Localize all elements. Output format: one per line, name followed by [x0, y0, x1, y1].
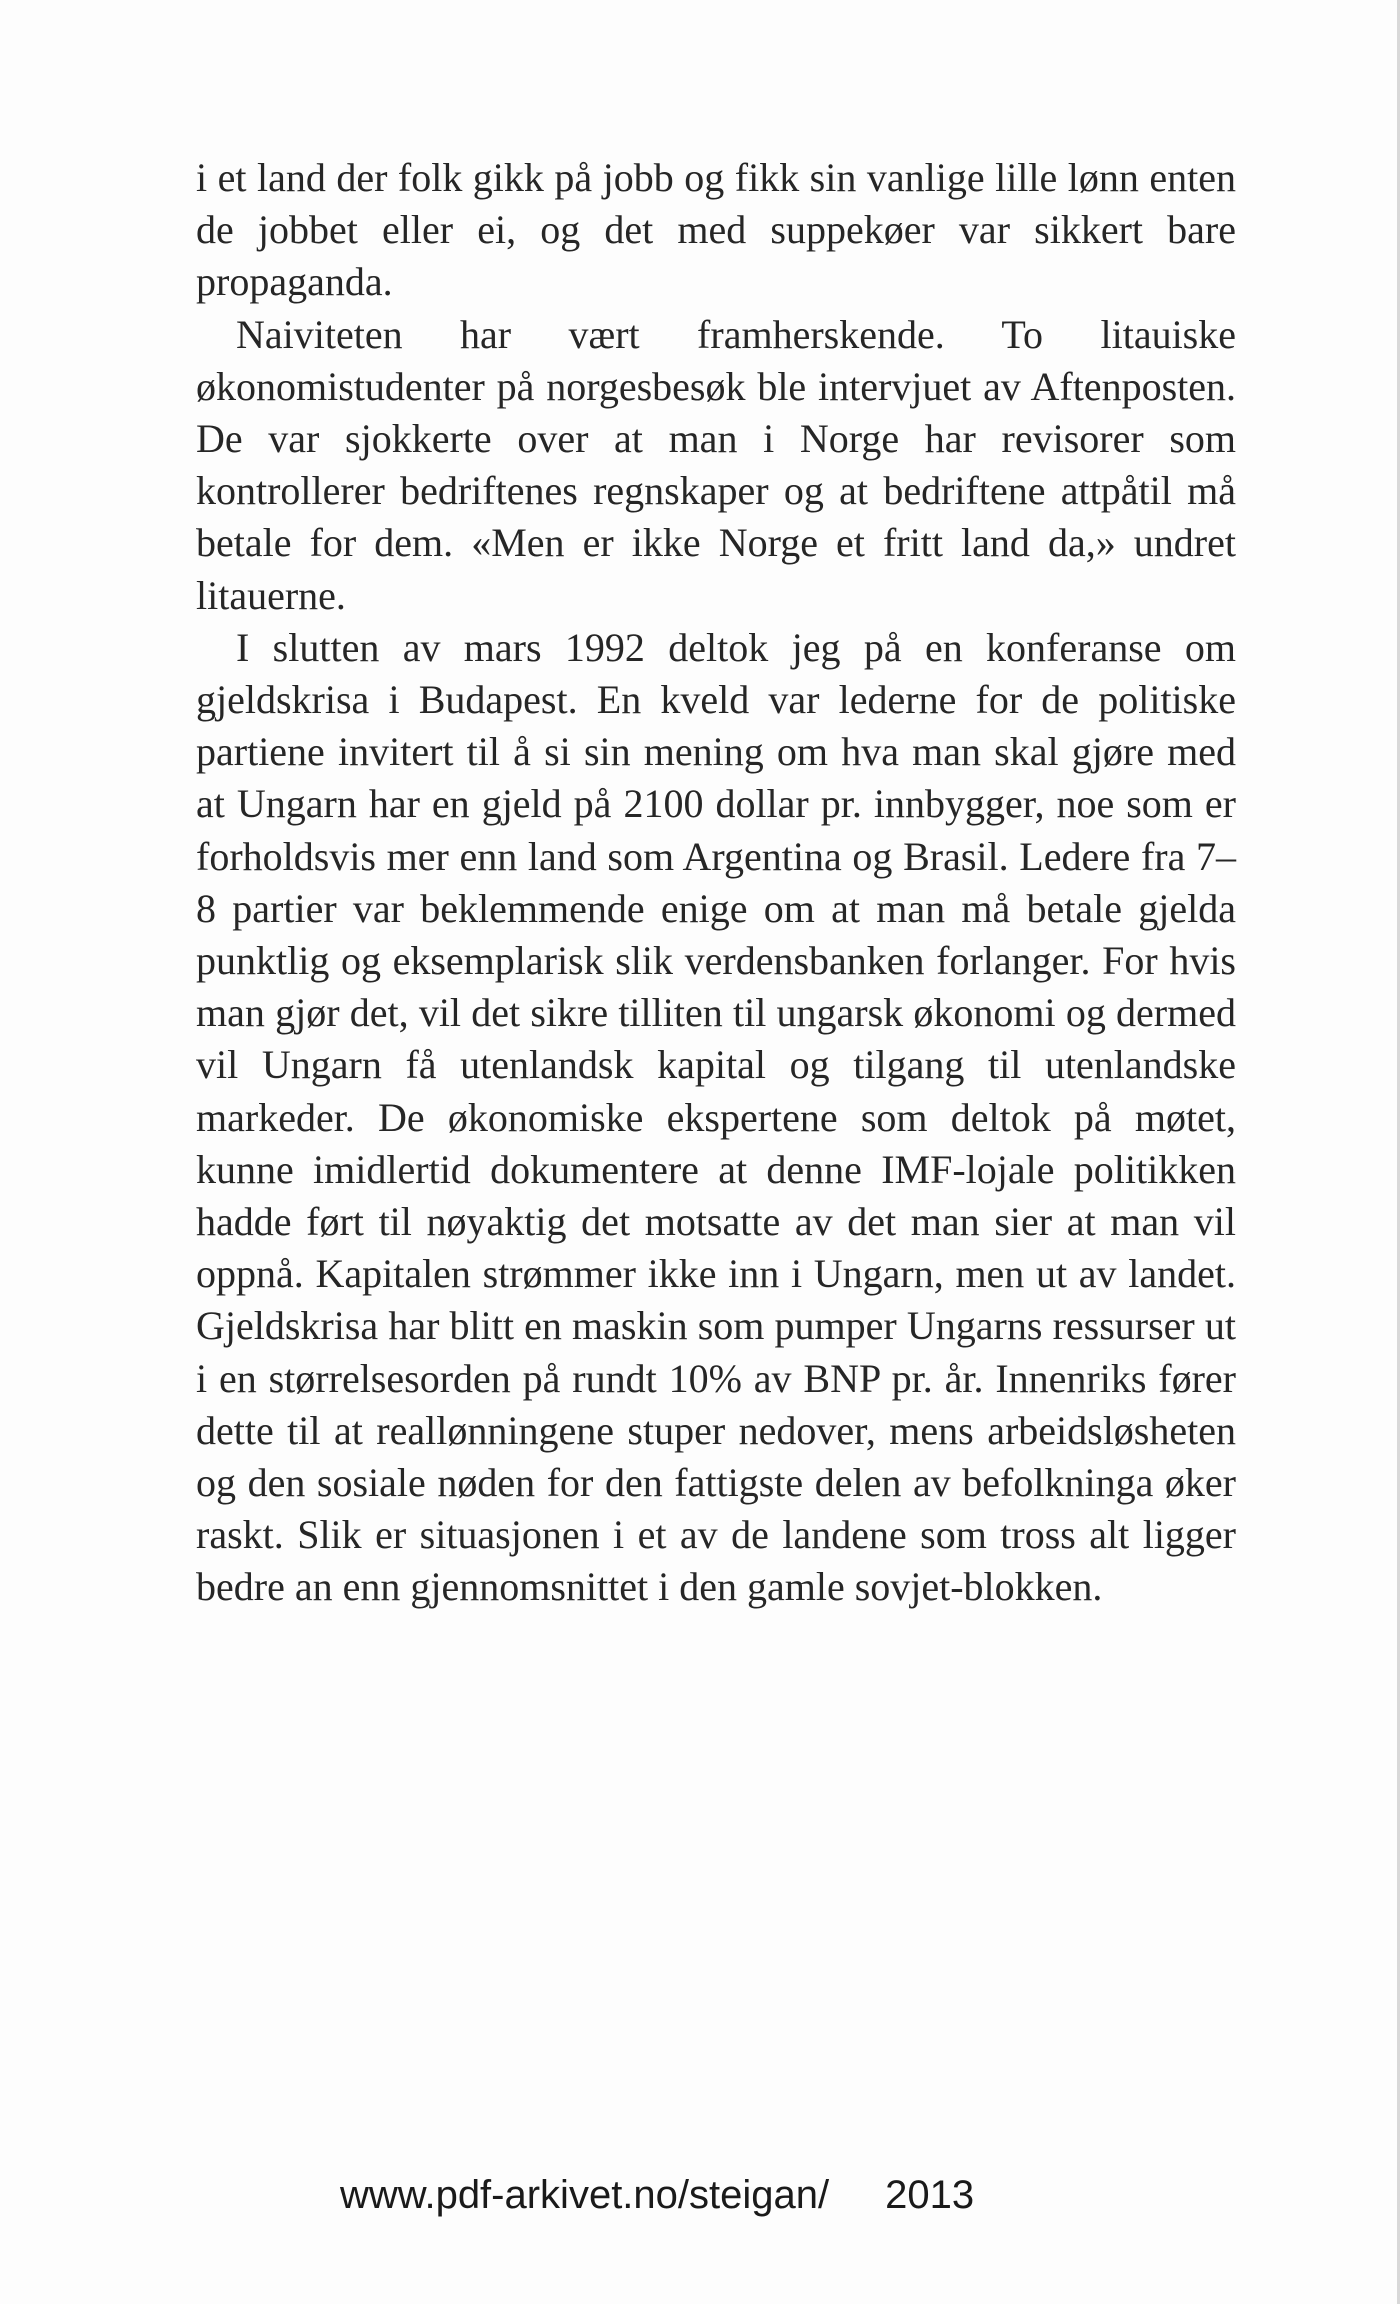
- paragraph-continuation: i et land der folk gikk på jobb og fikk sin vanlige lille lønn enten de jobbet eller ei, og det med suppekøer var sikkert bare propaganda.: [196, 155, 1236, 305]
- paragraph-budapest: I slutten av mars 1992 deltok jeg på en konferanse om gjeldskrisa i Budapest. En kveld var lederne for de politiske partiene invitert til å si sin mening om hva man skal gjøre med at Ungarn har en gjeld på 2100 dollar pr. innbygger, noe som er forholdsvis mer enn land som Argentina og Brasil. Ledere fra 7–8 partier var beklemmende enige om at man må betale gjelda punktlig og eksemplarisk slik verdensbanken forlanger. For hvis man gjør det, vil det sikre tilliten til ungarsk økonomi og dermed vil Ungarn få utenlandsk kapital og tilgang til utenlandske markeder. De økonomiske ekspertene som deltok på møtet, kunne imidlertid dokumentere at denne IMF-lojale politikken hadde ført til nøyaktig det motsatte av det man sier at man vil oppnå. Kapitalen strømmer ikke inn i Ungarn, men ut av landet. Gjeldskrisa har blitt en maskin som pumper Ungarns ressurser ut i en størrelsesorden på rundt 10% av BNP pr. år. Innenriks fører dette til at reallønningene stuper nedover, mens arbeidsløsheten og den sosiale nøden for den fattigste delen av befolkninga øker raskt. Slik er situasjonen i et av de landene som tross alt ligger bedre an enn gjennomsnittet i den gamle sovjet-blokken.: [196, 624, 1236, 1610]
- page-footer: [340, 2171, 1060, 2219]
- footer-year: 2013: [885, 2173, 975, 2217]
- footer-url[interactable]: www.pdf-arkivet.no/steigan/: [340, 2173, 830, 2217]
- paragraph-naiviteten: Naiviteten har vært framherskende. To litauiske økonomistudenter på norgesbesøk ble intervjuet av Aftenposten. De var sjokkerte over at man i Norge har revisorer som kontrollerer bedriftenes regnskaper og at bedriftene attpåtil må betale for dem. «Men er ikke Norge et fritt land da,» undret litauerne.: [196, 311, 1236, 618]
- body-text: [196, 152, 1236, 1614]
